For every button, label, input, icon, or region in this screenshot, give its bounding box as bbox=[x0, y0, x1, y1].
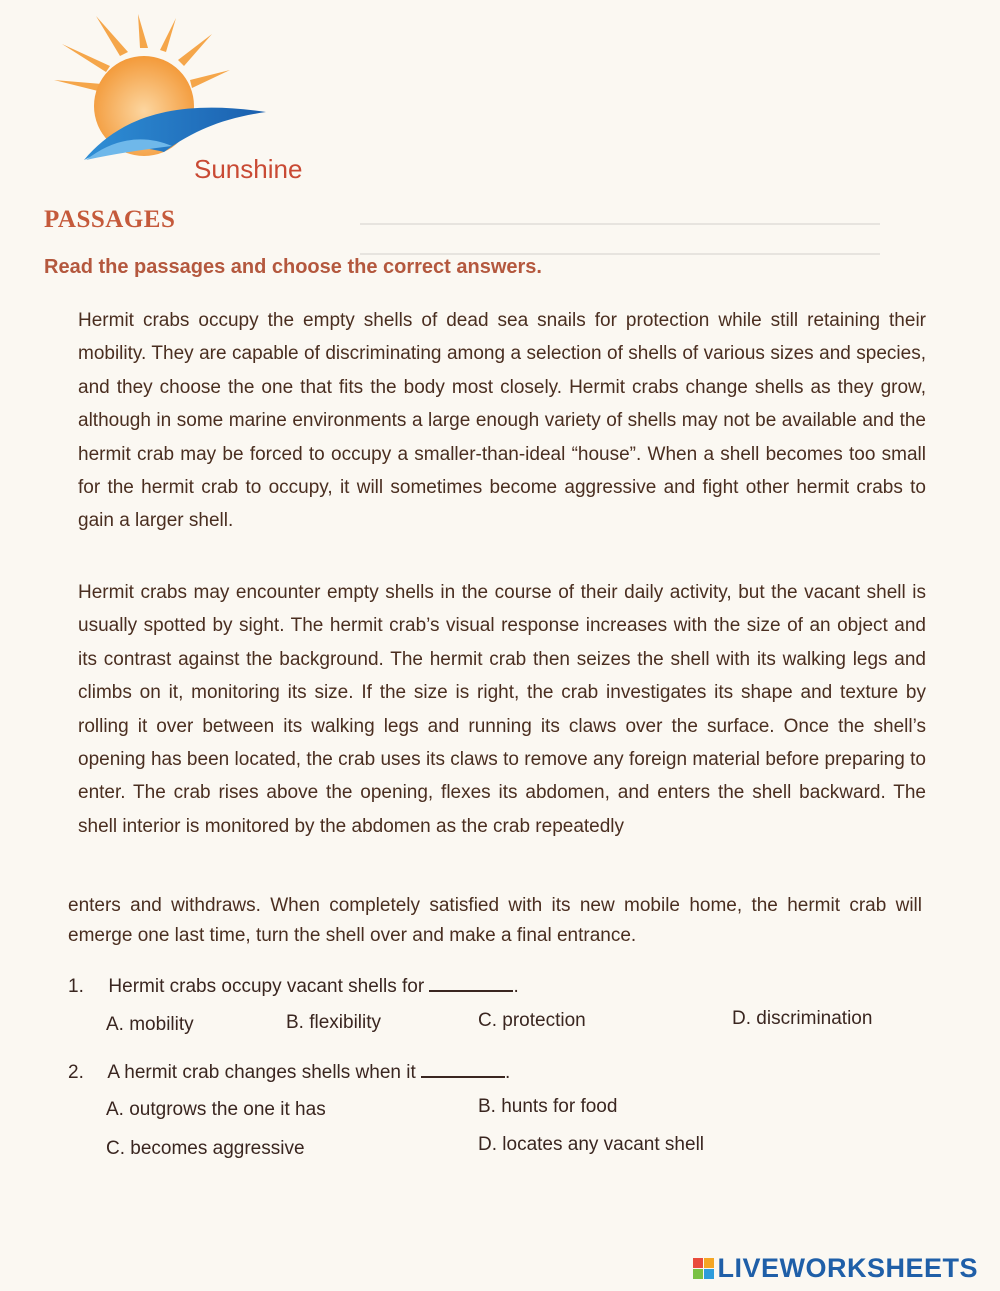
question-stem: Hermit crabs occupy vacant shells for bbox=[108, 976, 425, 997]
option-1c: C. protection bbox=[478, 1010, 586, 1031]
option-2a: A. outgrows the one it has bbox=[106, 1099, 326, 1120]
liveworksheets-badge-icon bbox=[693, 1258, 714, 1279]
passage-paragraph-1: Hermit crabs occupy the empty shells of dead sea snails for protection while still retaining their mobility. They are capable of discriminating among a selection of shells of various sizes and species, and they choose the one that fits the body most closely. Hermit crabs change shells as they grow, although in some marine environments a large enough variety of shells may not be available and the hermit crab may be forced to occupy a smaller-than-ideal “house”. When a shell becomes too small for the hermit crab to occupy, it will sometimes become aggressive and fight other hermit crabs to gain a larger shell. bbox=[78, 310, 926, 532]
answer-blank[interactable] bbox=[421, 1060, 505, 1078]
passage-paragraph-3: enters and withdraws. When completely satisfied with its new mobile home, the hermit crab will emerge one last time, turn the shell over and make a final entrance. bbox=[68, 895, 922, 946]
question-stem: A hermit crab changes shells when it bbox=[107, 1062, 416, 1083]
option-1b: B. flexibility bbox=[286, 1012, 382, 1033]
instruction-text: Read the passages and choose the correct answers. bbox=[44, 256, 542, 278]
question-1 bbox=[68, 974, 519, 998]
option-2c: C. becomes aggressive bbox=[106, 1138, 305, 1159]
passage-paragraph-2: Hermit crabs may encounter empty shells in the course of their daily activity, but the vacant shell is usually spotted by sight. The hermit crab’s visual response increases with the size of an object and its contrast against the background. The hermit crab then seizes the shell with its walking legs and climbs on it, monitoring its size. If the size is right, the crab investigates its shape and texture by rolling it over between its walking legs and running its claws over the surface. Once the shell’s opening has been located, the crab uses its claws to remove any foreign material before preparing to enter. The crab rises above the opening, flexes its abdomen, and enters the shell backward. The shell interior is monitored by the abdomen as the crab repeatedly bbox=[78, 582, 926, 837]
liveworksheets-watermark bbox=[693, 1253, 978, 1283]
sunshine-logo bbox=[44, 14, 303, 184]
bleed-through-text bbox=[360, 195, 880, 255]
question-2 bbox=[68, 1060, 510, 1084]
option-1a: A. mobility bbox=[106, 1014, 194, 1035]
logo-text: Sunshine bbox=[194, 154, 303, 184]
question-end: . bbox=[505, 1062, 511, 1083]
option-2d: D. locates any vacant shell bbox=[478, 1134, 705, 1155]
question-end: . bbox=[513, 976, 519, 997]
option-1d: D. discrimination bbox=[732, 1008, 873, 1029]
watermark-text: LIVEWORKSHEETS bbox=[717, 1252, 978, 1283]
answer-blank[interactable] bbox=[429, 974, 513, 992]
option-2b: B. hunts for food bbox=[478, 1096, 618, 1117]
question-number: 1. bbox=[68, 976, 84, 997]
question-number: 2. bbox=[68, 1062, 84, 1083]
section-heading: PASSAGES bbox=[44, 206, 176, 233]
